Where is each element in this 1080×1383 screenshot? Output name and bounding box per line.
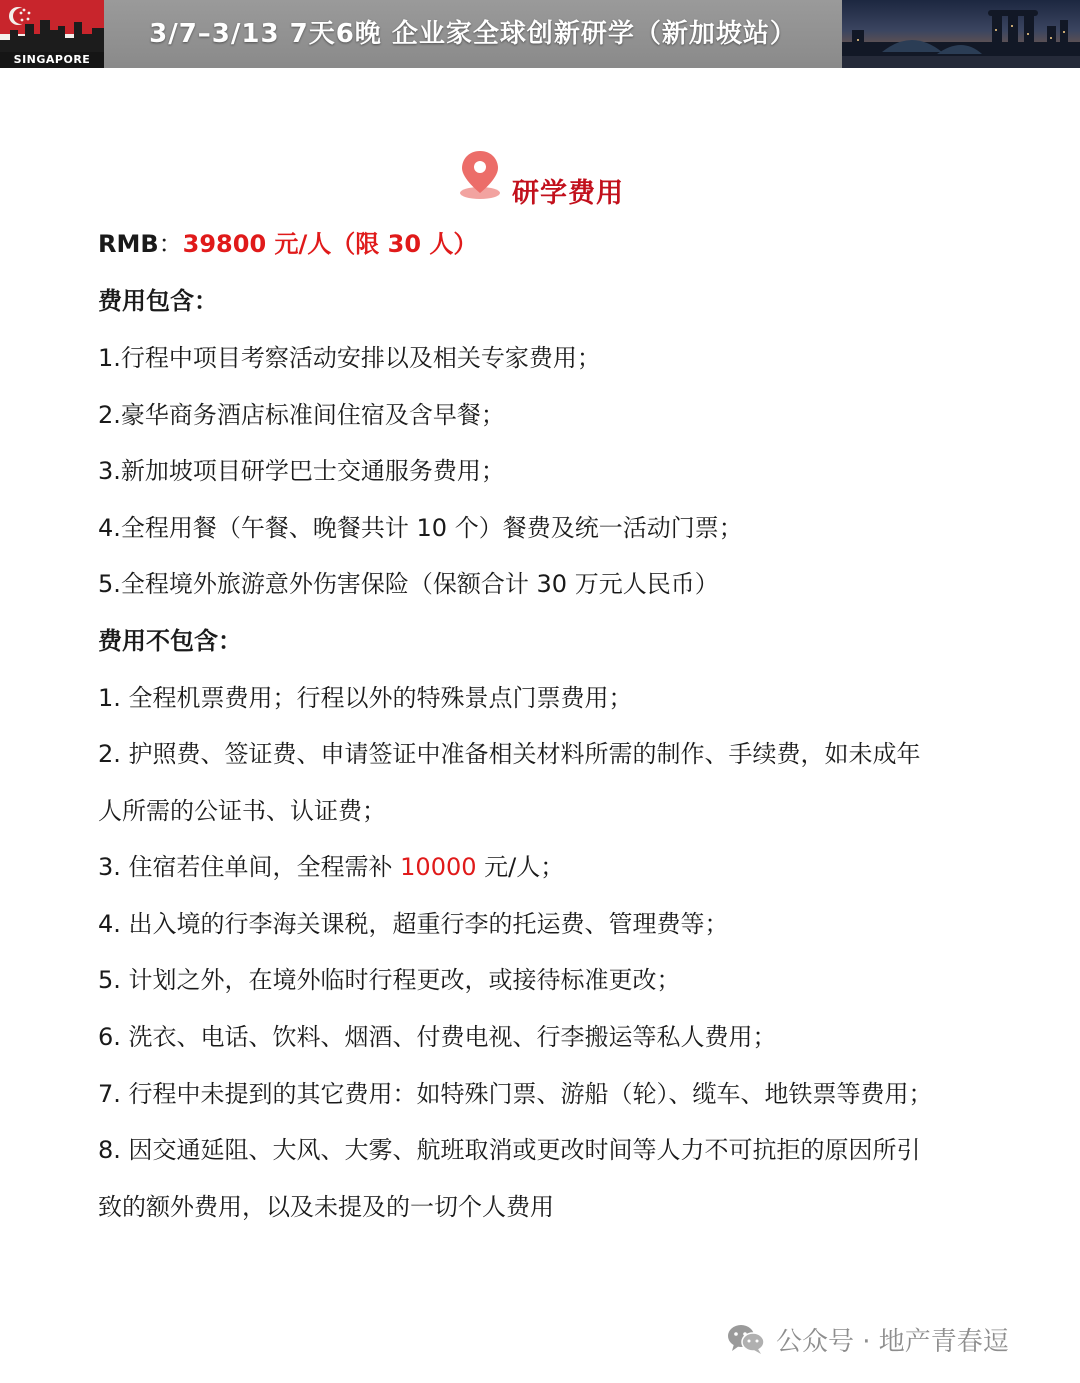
marina-bay-skyline-graphic <box>842 0 1080 68</box>
section-heading <box>0 145 1080 209</box>
excluded-item <box>98 852 564 882</box>
section-title: 研学费用 <box>512 178 624 209</box>
header-banner <box>0 0 1080 68</box>
singapore-label: SINGAPORE <box>0 52 104 68</box>
price-separator: ： <box>158 230 183 258</box>
included-item: 1.行程中项目考察活动安排以及相关专家费用； <box>98 344 601 372</box>
included-heading: 费用包含： <box>98 287 218 315</box>
included-item: 4.全程用餐（午餐、晚餐共计 10 个）餐费及统一活动门票； <box>98 514 743 542</box>
price-label: RMB <box>98 230 159 258</box>
price-line <box>98 229 477 259</box>
single-room-amount: 10000 <box>400 853 477 881</box>
excluded-item: 4. 出入境的行李海关课税，超重行李的托运费、管理费等； <box>98 910 729 938</box>
excluded-item: 7. 行程中未提到的其它费用：如特殊门票、游船（轮）、缆车、地铁票等费用； <box>98 1080 933 1108</box>
price-value: 39800 元/人（限 30 人） <box>182 230 478 258</box>
excluded-item: 1. 全程机票费用；行程以外的特殊景点门票费用； <box>98 684 633 712</box>
excluded-item: 8. 因交通延阻、大风、大雾、航班取消或更改时间等人力不可抗拒的原因所引 <box>98 1136 921 1164</box>
excluded-heading: 费用不包含： <box>98 627 242 655</box>
excluded-item-continuation: 致的额外费用，以及未提及的一切个人费用 <box>98 1193 554 1221</box>
excluded-item: 6. 洗衣、电话、饮料、烟酒、付费电视、行李搬运等私人费用； <box>98 1023 777 1051</box>
wechat-icon <box>726 1323 766 1355</box>
marina-bay-night-image <box>842 0 1080 68</box>
single-room-text: 3. 住宿若住单间，全程需补 <box>98 853 401 881</box>
singapore-skyline-image <box>0 0 104 68</box>
included-item: 3.新加坡项目研学巴士交通服务费用； <box>98 457 505 485</box>
watermark-text: 公众号 · 地产青春逗 <box>776 1326 1009 1357</box>
location-pin-icon <box>457 149 503 201</box>
single-room-unit: 元/人； <box>476 853 565 881</box>
included-item: 2.豪华商务酒店标准间住宿及含早餐； <box>98 401 505 429</box>
excluded-item: 2. 护照费、签证费、申请签证中准备相关材料所需的制作、手续费，如未成年 <box>98 740 921 768</box>
excluded-item-continuation: 人所需的公证书、认证费； <box>98 797 386 825</box>
banner-title: 3/7–3/13 7天6晚 企业家全球创新研学（新加坡站） <box>149 19 797 49</box>
excluded-item: 5. 计划之外，在境外临时行程更改，或接待标准更改； <box>98 966 681 994</box>
included-item: 5.全程境外旅游意外伤害保险（保额合计 30 万元人民币） <box>98 570 719 598</box>
wechat-watermark <box>726 1318 1009 1360</box>
